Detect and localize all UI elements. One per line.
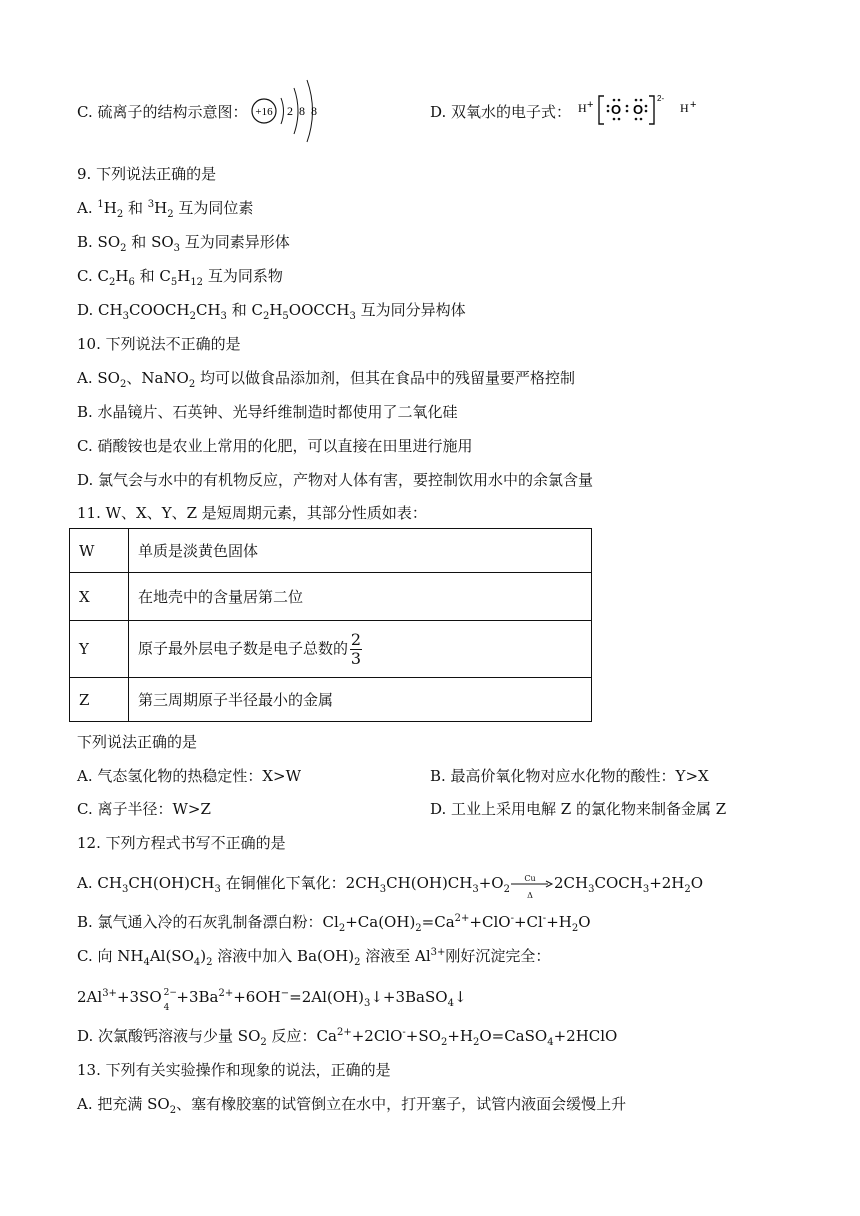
svg-text:+: +: [690, 99, 697, 111]
svg-text:O: O: [611, 102, 622, 117]
q10-option-c: C. 硝酸铵也是农业上常用的化肥，可以直接在田里进行施用: [77, 437, 473, 455]
element-properties-table: [69, 528, 592, 722]
q11-sub-stem: 下列说法正确的是: [77, 733, 198, 751]
element-symbol: W: [70, 529, 129, 573]
q13-option-a: A. 把充满 $SO_2$、塞有橡胶塞的试管倒立在水中，打开塞子，试管内液面会缓慢上升: [77, 1095, 627, 1116]
reaction-arrow-icon: Cu Δ: [510, 877, 554, 891]
q9-option-d: D. $CH_3COOCH_2CH_3$ 和 $C_2H_5OOCCH_3$ 互为同分异构体: [77, 301, 466, 322]
element-symbol: Z: [70, 678, 129, 722]
svg-text:+: +: [587, 99, 594, 111]
q12-option-c-equation: $2Al^{3+}+3SO$ 2− 4 $+3Ba^{2+}+6OH^-=2Al(OH)_3↓+3BaSO_4↓$: [77, 988, 467, 1013]
shell-2: 8: [299, 104, 305, 118]
q10-stem: 10. 下列说法不正确的是: [77, 335, 241, 353]
q12-option-d: D. 次氯酸钙溶液与少量 $SO_2$ 反应：$Ca^{2+}+2ClO^-+SO_2+H_2O=CaSO_4+2HClO$: [77, 1027, 618, 1048]
element-property: 单质是淡黄色固体: [129, 529, 592, 573]
q12-option-b: B. 氯气通入冷的石灰乳制备漂白粉：$Cl_2+Ca(OH)_2=Ca^{2+}+ClO^-+Cl^-+H_2O$: [77, 913, 591, 934]
q9-option-c: C. $C_2H_6$ 和 $C_5H_{12}$ 互为同系物: [77, 267, 283, 288]
table-row: [70, 529, 592, 573]
sulfide-ion-structure-diagram: [250, 74, 325, 144]
h-left: H: [578, 101, 587, 115]
element-property: 在地壳中的含量居第二位: [129, 573, 592, 621]
charge: 2-: [657, 94, 665, 103]
q10-option-d: D. 氯气会与水中的有机物反应，产物对人体有害，要控制饮用水中的余氯含量: [77, 471, 594, 489]
q8-d-label: D. 双氧水的电子式：: [430, 103, 572, 121]
q10-option-b: B. 水晶镜片、石英钟、光导纤维制造时都使用了二氧化硅: [77, 403, 458, 421]
q13-stem: 13. 下列有关实验操作和现象的说法，正确的是: [77, 1061, 391, 1079]
q9-option-a: A. $^1H_2$ 和 $^3H_2$ 互为同位素: [77, 199, 254, 220]
q8-c-label: C. 硫离子的结构示意图：: [77, 103, 248, 121]
table-row: [70, 573, 592, 621]
h-right: H: [680, 101, 689, 115]
shell-1: 2: [287, 104, 293, 118]
q11-option-b: B. 最高价氧化物对应水化物的酸性：Y>X: [430, 767, 709, 785]
shell-3: 8: [311, 104, 317, 118]
q9-option-b: B. $SO_2$ 和 $SO_3$ 互为同素异形体: [77, 233, 290, 254]
table-row: [70, 678, 592, 722]
hydrogen-peroxide-electron-formula: [578, 92, 703, 128]
q8-option-c: [77, 102, 247, 122]
element-property: 第三周期原子半径最小的金属: [129, 678, 592, 722]
element-symbol: Y: [70, 621, 129, 678]
q8-option-d: [430, 102, 571, 122]
svg-text:O: O: [633, 102, 644, 117]
nucleus-charge: +16: [255, 106, 273, 118]
q12-option-c: C. 向 $NH_4Al(SO_4)_2$ 溶液中加入 $Ba(OH)_2$ 溶液至 $Al^{3+}$刚好沉淀完全：: [77, 947, 551, 968]
q10-option-a: A. $SO_2$、NaNO$_2$ 均可以做食品添加剂，但其在食品中的残留量要严格控制: [77, 369, 575, 390]
q9-stem: 9. 下列说法正确的是: [77, 165, 217, 183]
q11-option-d: D. 工业上采用电解 Z 的氯化物来制备金属 Z: [430, 800, 727, 818]
table-row: [70, 621, 592, 678]
q12-stem: 12. 下列方程式书写不正确的是: [77, 834, 286, 852]
q12-option-a: A. $CH_3CH(OH)CH_3$ 在铜催化下氧化：$2CH_3CH(OH)CH_3+O_2$ Cu Δ $2CH_3COCH_3+2H_2O$: [77, 874, 704, 900]
q11-option-a: A. 气态氢化物的热稳定性：X>W: [77, 767, 302, 785]
element-symbol: X: [70, 573, 129, 621]
q11-option-c: C. 离子半径：W>Z: [77, 800, 211, 818]
element-property: 原子最外层电子数是电子总数的 $\frac{2}{3}$: [129, 621, 592, 678]
q11-stem: 11. W、X、Y、Z 是短周期元素，其部分性质如表：: [77, 504, 427, 522]
fraction-two-thirds: $\frac{2}{3}$: [350, 629, 362, 668]
